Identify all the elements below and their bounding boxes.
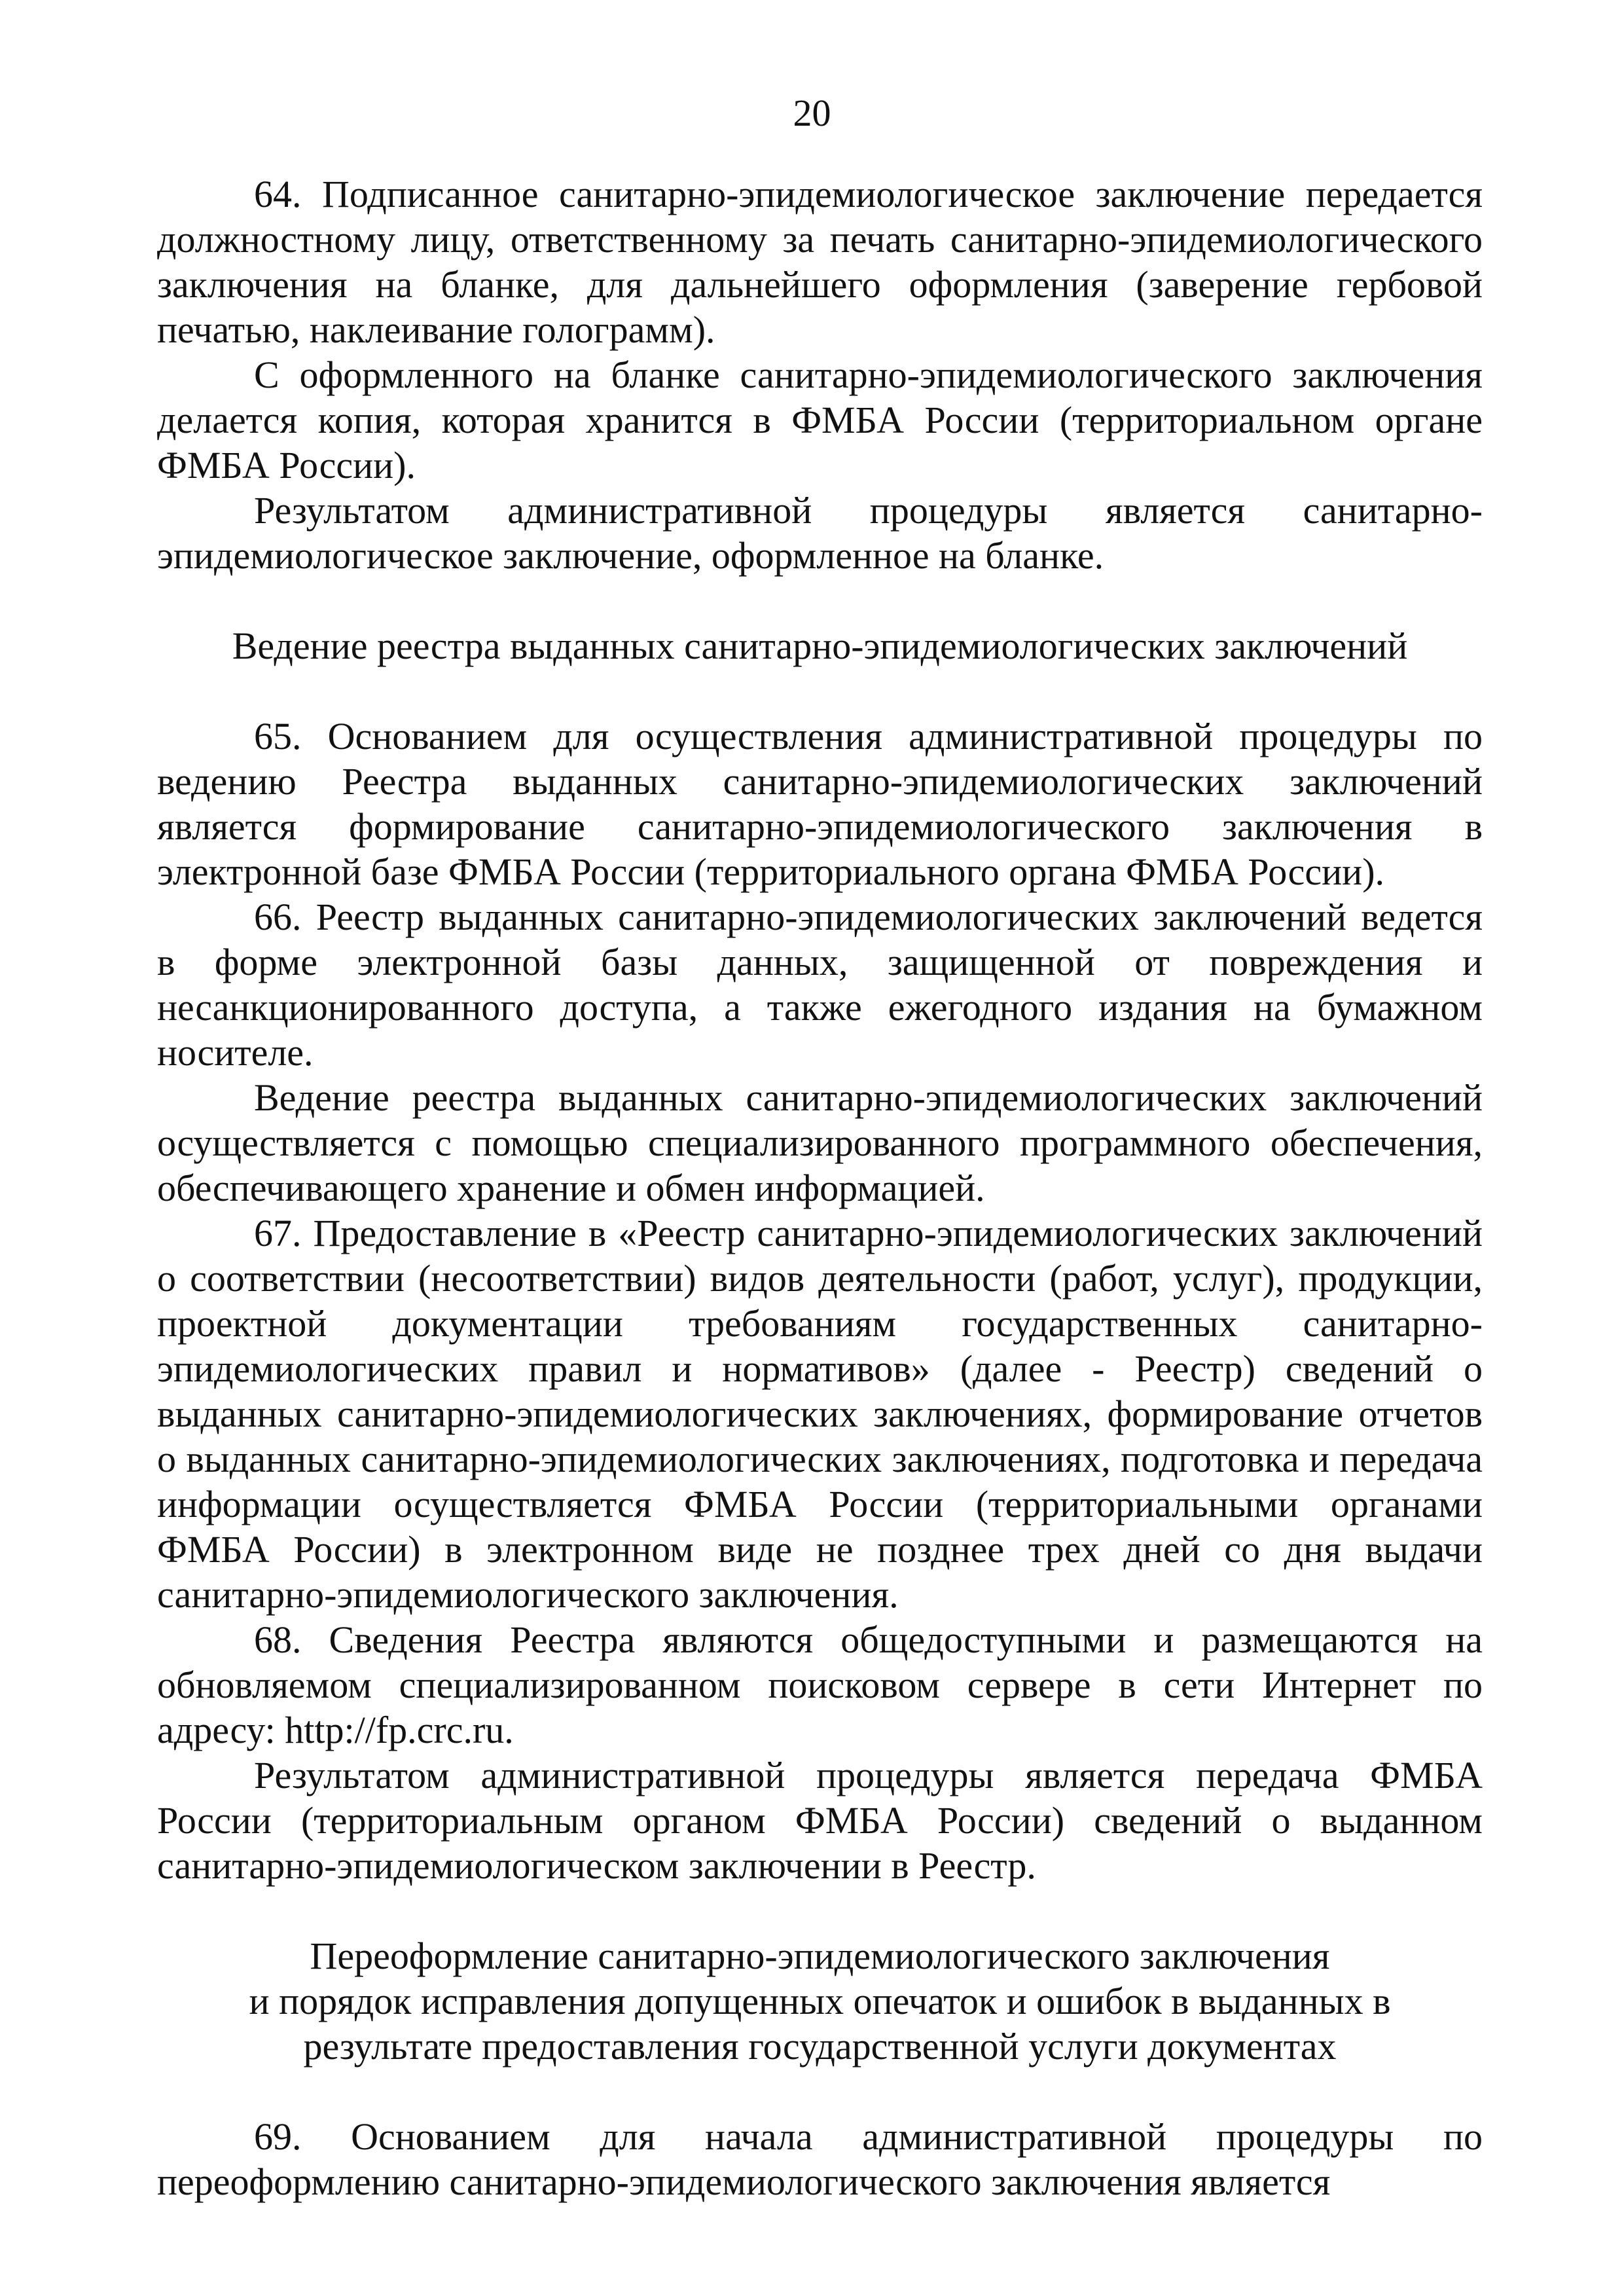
paragraph-result-blank: Результатом административной процедуры является санитарно-эпидемиологическое заключение, оформленное на бланке. — [157, 489, 1483, 577]
section-heading-reissue — [157, 1933, 1483, 2069]
paragraph-registry-software: Ведение реестра выданных санитарно-эпидемиологических заключений осуществляется с помощью специализированного программного обеспечения, обеспечивающего хранение и обмен информацией. — [157, 1076, 1483, 1209]
section-heading-reissue-line-2: и порядок исправления допущенных опечаток и ошибок в выданных в — [249, 1980, 1391, 2022]
page-number: 20 — [793, 92, 831, 134]
section-heading-reissue-line-3: результате предоставления государственной услуги документах — [303, 2025, 1337, 2068]
paragraph-64: 64. Подписанное санитарно-эпидемиологическое заключение передается должностному лицу, ответственному за печать санитарно-эпидемиологического заключения на бланке, для дальнейшего оформления (заверение гербовой печатью, наклеивание голограмм). — [157, 173, 1483, 351]
paragraph-69: 69. Основанием для начала административной процедуры по переоформлению санитарно-эпидемиологического заключения является — [157, 2115, 1483, 2203]
document-body — [157, 172, 1483, 2204]
section-heading-reissue-line-1: Переоформление санитарно-эпидемиологического заключения — [310, 1935, 1330, 1977]
paragraph-result-registry: Результатом административной процедуры является передача ФМБА России (территориальным органом ФМБА России) сведений о выданном санитарно-эпидемиологическом заключении в Реестр. — [157, 1754, 1483, 1887]
paragraph-copy-storage: С оформленного на бланке санитарно-эпидемиологического заключения делается копия, которая хранится в ФМБА России (территориальном органе ФМБА России). — [157, 354, 1483, 486]
paragraph-65: 65. Основанием для осуществления административной процедуры по ведению Реестра выданных санитарно-эпидемиологических заключений является формирование санитарно-эпидемиологического заключения в электронной базе ФМБА России (территориального органа ФМБА России). — [157, 715, 1483, 893]
paragraph-68: 68. Сведения Реестра являются общедоступными и размещаются на обновляемом специализированном поисковом сервере в сети Интернет по адресу: http://fp.crc.ru. — [157, 1618, 1483, 1751]
section-heading-registry: Ведение реестра выданных санитарно-эпидемиологических заключений — [232, 625, 1408, 667]
paragraph-67: 67. Предоставление в «Реестр санитарно-эпидемиологических заключений о соответствии (несоответствии) видов деятельности (работ, услуг), продукции, проектной документации требованиям государственных санитарно-эпидемиологических правил и нормативов» (далее - Реестр) сведений о выданных санитарно-эпидемиологических заключениях, формирование отчетов о выданных санитарно-эпидемиологических заключениях, подготовка и передача информации осуществляется ФМБА России (территориальными органами ФМБА России) в электронном виде не позднее трех дней со дня выдачи санитарно-эпидемиологического заключения. — [157, 1212, 1483, 1616]
paragraph-66: 66. Реестр выданных санитарно-эпидемиологических заключений ведется в форме электронной базы данных, защищенной от повреждения и несанкционированного доступа, а также ежегодного издания на бумажном носителе. — [157, 896, 1483, 1074]
